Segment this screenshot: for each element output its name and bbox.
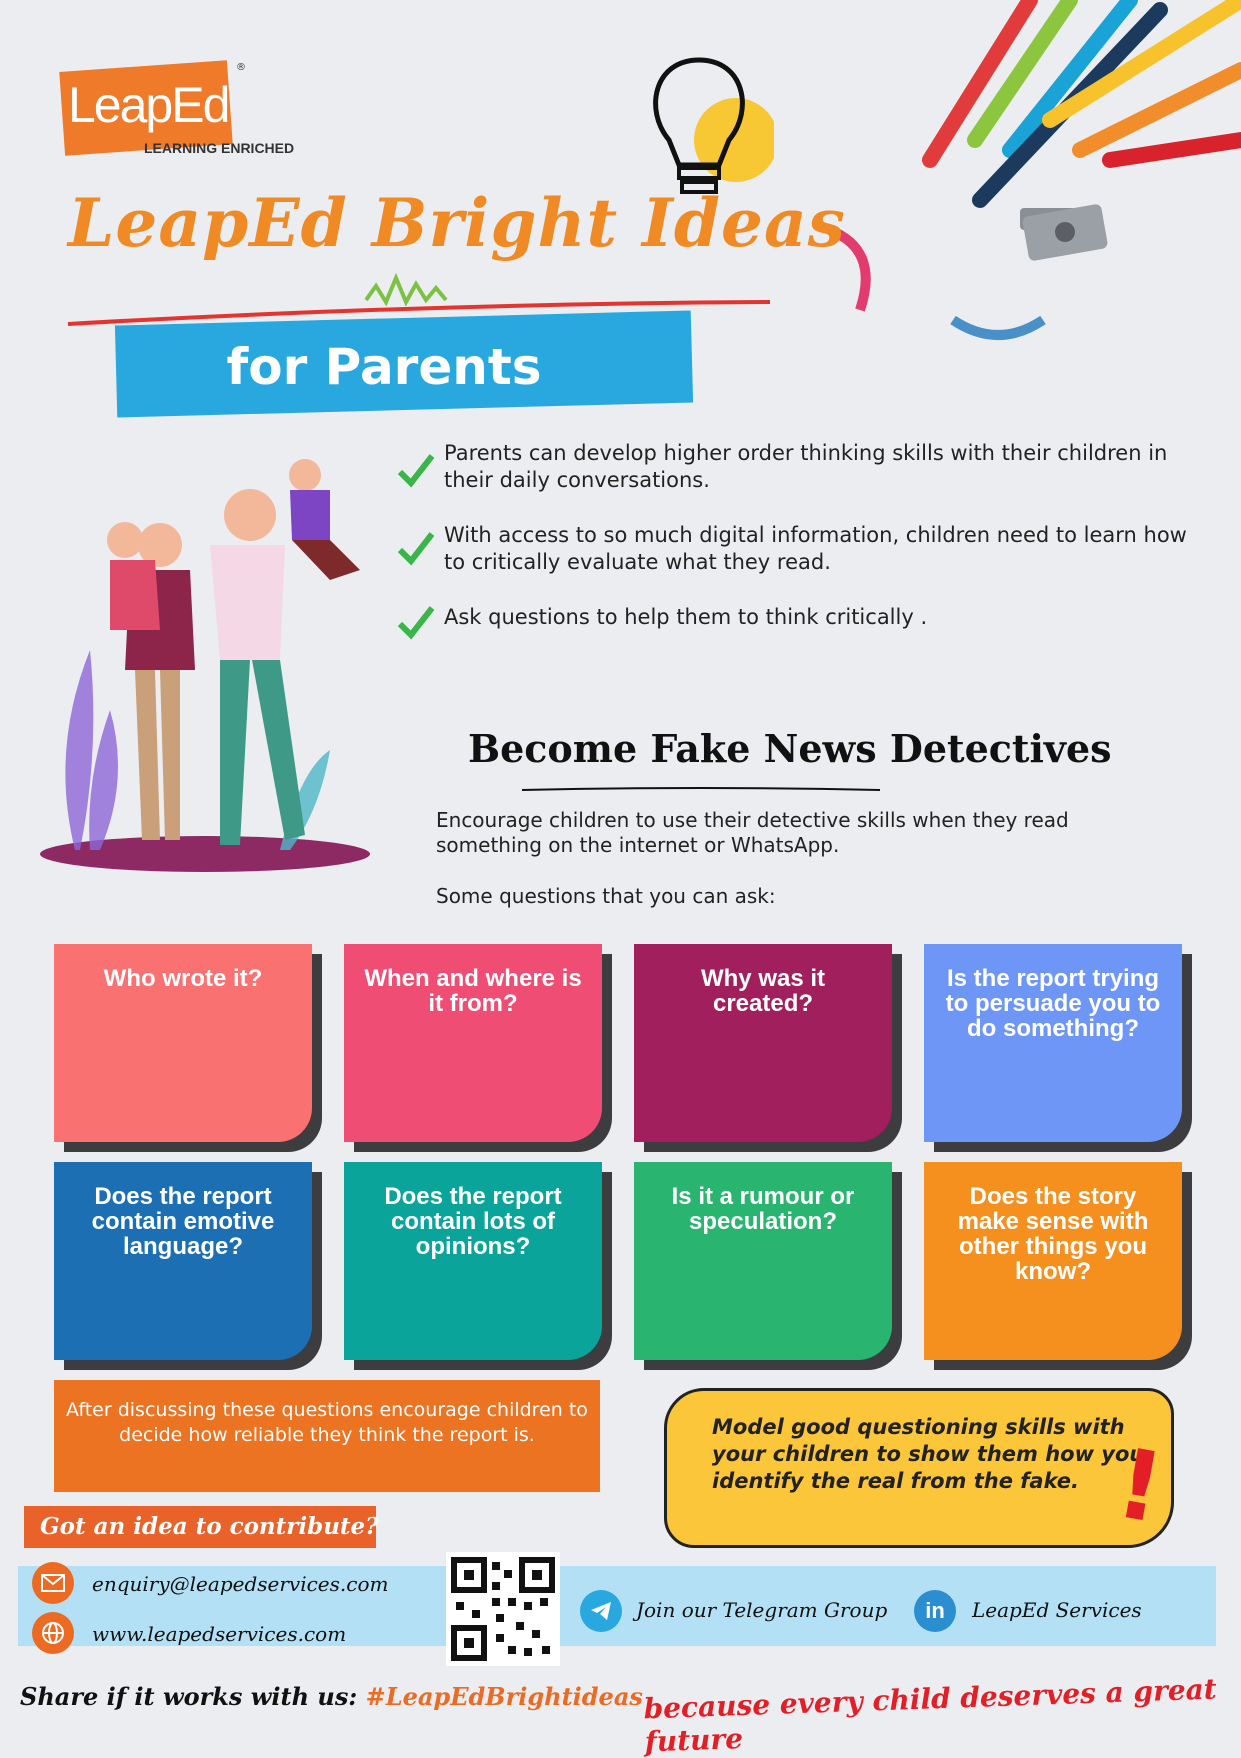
linkedin-icon[interactable]: in [914, 1590, 956, 1632]
linkedin-link[interactable]: LeapEd Services [972, 1598, 1142, 1622]
question-card [54, 944, 322, 1152]
question-card [344, 1162, 612, 1370]
telegram-icon[interactable] [580, 1590, 622, 1632]
exclamation-icon: ! [1108, 1427, 1172, 1545]
email-link[interactable]: enquiry@leapedservices.com [92, 1572, 389, 1596]
pencil-shaving-icon [948, 300, 1048, 350]
question-card-text: Does the report contain emotive language? [54, 1162, 312, 1360]
bullet-item: Parents can develop higher order thinking skills with their children in their daily conversations. [444, 441, 1168, 492]
question-card-text: Is it a rumour or speculation? [634, 1162, 892, 1360]
telegram-link[interactable]: Join our Telegram Group [636, 1598, 888, 1622]
question-card [634, 944, 902, 1152]
contribute-label: Got an idea to contribute? [40, 1513, 379, 1540]
question-card [634, 1162, 902, 1370]
section-intro: Encourage children to use their detective skills when they read something on the internet or WhatsApp. [436, 808, 1069, 857]
section-title: Become Fake News Detectives [468, 726, 1112, 771]
question-card [54, 1162, 322, 1370]
logo-text: LeapEd [68, 77, 229, 133]
logo-tagline: LEARNING ENRICHED [144, 140, 295, 156]
page-subtitle: for Parents [226, 338, 542, 396]
question-card-text: Does the story make sense with other things you know? [924, 1162, 1182, 1360]
section-title-underline [520, 784, 882, 794]
check-icon [396, 528, 436, 568]
family-illustration [30, 450, 400, 880]
website-link[interactable]: www.leapedservices.com [92, 1622, 347, 1646]
qr-code-icon[interactable] [446, 1552, 560, 1666]
check-icon [396, 602, 436, 642]
email-icon [32, 1562, 74, 1604]
page-title: LeapEd Bright Ideas [68, 184, 846, 262]
question-card [344, 944, 612, 1152]
bullet-item: Ask questions to help them to think critically . [444, 605, 928, 629]
questions-lead: Some questions that you can ask: [436, 884, 776, 908]
pencils-icon [880, 0, 1241, 230]
question-card-text: When and where is it from? [344, 944, 602, 1142]
question-card [924, 1162, 1192, 1370]
tagline: because every child deserves a great future [643, 1672, 1218, 1758]
logo-registered-mark: ® [236, 62, 246, 73]
sharpener-icon [1020, 200, 1110, 270]
question-card-text: Who wrote it? [54, 944, 312, 1142]
hashtag[interactable]: #LeapEdBrightideas [365, 1682, 643, 1711]
question-card [924, 944, 1192, 1152]
check-icon [396, 450, 436, 490]
question-card-text: Does the report contain lots of opinions? [344, 1162, 602, 1360]
question-card-text: Why was it created? [634, 944, 892, 1142]
discussion-note: After discussing these questions encourage children to decide how reliable they think the report is. [54, 1380, 600, 1492]
share-prefix: Share if it works with us: [20, 1682, 358, 1711]
share-line [20, 1682, 643, 1711]
question-card-text: Is the report trying to persuade you to do something? [924, 944, 1182, 1142]
bullet-item: With access to so much digital information, children need to learn how to critically evaluate what they read. [444, 523, 1187, 574]
globe-icon [32, 1612, 74, 1654]
tip-note-text: Model good questioning skills with your children to show them how you identify the real from the fake. [712, 1415, 1145, 1493]
